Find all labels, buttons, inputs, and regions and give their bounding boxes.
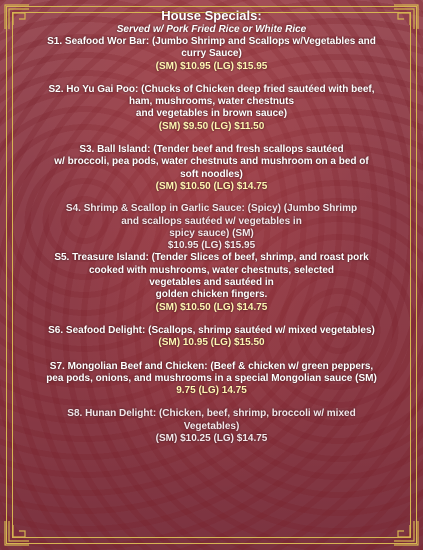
corner-ornament-icon: [392, 519, 420, 547]
menu-item-description: S8. Hunan Delight: (Chicken, beef, shrimp, broccoli w/ mixed: [67, 408, 356, 420]
menu-item-description: pea pods, onions, and mushrooms in a special Mongolian sauce (SM): [46, 372, 377, 384]
menu-item-description: w/ broccoli, pea pods, water chestnuts and mushroom on a bed of: [54, 156, 369, 168]
menu-item-price: $10.95 (LG) $15.95: [167, 240, 256, 252]
corner-ornament-icon: [3, 3, 31, 31]
menu-item-description: S1. Seafood Wor Bar: (Jumbo Shrimp and Scallops w/Vegetables and: [47, 36, 376, 47]
menu-item-description: spicy sauce) (SM): [169, 227, 254, 239]
menu-item-price: (SM) $10.50 (LG) $14.75: [155, 180, 268, 192]
menu-item: [28, 36, 395, 73]
menu-item: [28, 252, 395, 313]
menu-item-price: (SM) $10.50 (LG) $14.75: [155, 301, 268, 313]
menu-item-description: Vegetables): [183, 420, 240, 432]
corner-ornament-icon: [3, 519, 31, 547]
menu-item-description: S4. Shrimp & Scallop in Garlic Sauce: (Spicy) (Jumbo Shrimp: [65, 203, 358, 215]
menu-item-description: curry Sauce): [181, 48, 242, 60]
menu-item-price: 9.75 (LG) 14.75: [176, 385, 247, 397]
menu-item: [28, 325, 395, 350]
specials-list: [28, 36, 395, 445]
menu-item-description: ham, mushrooms, water chestnuts: [128, 96, 295, 108]
menu-item-description: S2. Ho Yu Gai Poo: (Chucks of Chicken deep fried sautéed with beef,: [48, 83, 375, 95]
menu-item-description: and scallops sautéed w/ vegetables in: [121, 215, 302, 227]
menu-item-description: soft noodles): [180, 168, 243, 180]
menu-item-description: S5. Treasure Island: (Tender Slices of beef, shrimp, and roast pork: [54, 252, 369, 264]
menu-item-description: and vegetables in brown sauce): [135, 108, 288, 120]
menu-item-price: (SM) 10.95 (LG) $15.50: [158, 337, 265, 349]
menu-item-description: vegetables and sautéed in: [149, 277, 274, 289]
menu-item: [28, 84, 395, 133]
page-title: House Specials:: [161, 8, 262, 23]
menu-content: [28, 8, 395, 540]
menu-item-price: (SM) $10.95 (LG) $15.95: [155, 60, 268, 72]
menu-item-description: cooked with mushrooms, water chestnuts, selected: [88, 264, 335, 276]
menu-item-description: S3. Ball Island: (Tender beef and fresh scallops sautéed: [79, 144, 344, 156]
menu-item-price: (SM) $10.25 (LG) $14.75: [155, 433, 268, 445]
menu-item: [28, 408, 395, 445]
corner-ornament-icon: [392, 3, 420, 31]
menu-item-description: S7. Mongolian Beef and Chicken: (Beef & chicken w/ green peppers,: [49, 360, 374, 372]
menu-item-price: (SM) $9.50 (LG) $11.50: [158, 120, 265, 132]
menu-item-description: golden chicken fingers.: [155, 289, 268, 301]
page-subtitle: Served w/ Pork Fried Rice or White Rice: [116, 24, 307, 35]
menu-item-description: S6. Seafood Delight: (Scallops, shrimp sautéed w/ mixed vegetables): [48, 324, 375, 336]
menu-item: [28, 203, 395, 252]
menu-item: [28, 361, 395, 398]
menu-item: [28, 144, 395, 193]
